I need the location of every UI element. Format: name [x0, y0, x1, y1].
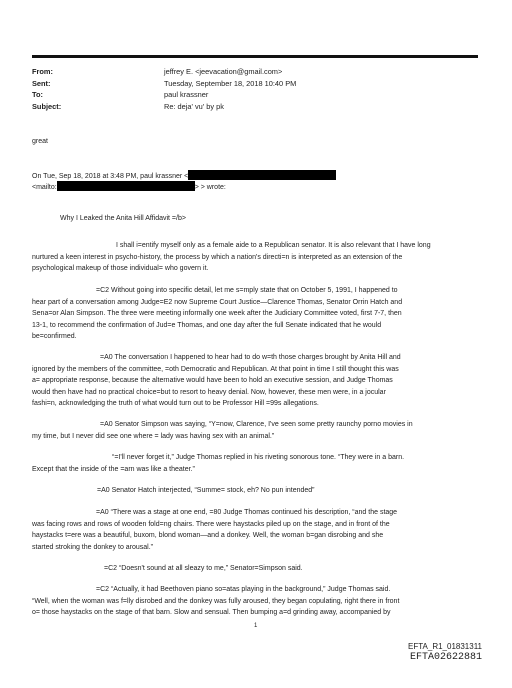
body-line: haystacks t=ere was a beautiful, buxom, blond woman—and a donkey. Well, the woman b=gan disrobing and she — [32, 532, 384, 539]
quote-line-1-text: On Tue, Sep 18, 2018 at 3:48 PM, paul krassner < — [32, 173, 189, 180]
subject-label: Subject: — [32, 101, 62, 111]
body-line: =A0 “There was a stage at one end, =80 Judge Thomas continued his description, “and the stage — [96, 509, 398, 516]
quote-line-2-start: <mailto: — [32, 184, 57, 191]
body-line: started stroking the donkey to arousal.” — [32, 543, 154, 551]
body-line: “Well, when the woman was f=lly disrobed and the donkey was fully aroused, they began copulating, right there in front — [32, 597, 400, 605]
body-line: =A0 The conversation I happened to hear had to do w=th those charges brought by Anita Hill and — [100, 354, 401, 361]
body-line: =A0 Senator Hatch interjected, “Summe= stock, eh? No pun intended” — [97, 487, 315, 494]
from-label: From: — [32, 67, 53, 76]
body-line: “=I'll never forget it,” Judge Thomas replied in his riveting sonorous tone. “They were in a barn. — [112, 454, 405, 461]
subject-value: Re: deja' vu' by pk — [164, 101, 224, 111]
body-line: 13-1, to recommend the confirmation of Jud=e Thomas, and one day after the full Senate indicated that he would — [32, 321, 382, 329]
body-line: ignored by the members of the committee, =oth Democratic and Republican. At that point in time I still thought this was — [32, 365, 399, 373]
doc-id-secondary: EFTA02622881 — [409, 652, 482, 663]
article-title: Why I Leaked the Anita Hill Affidavit =/b> — [60, 215, 186, 222]
header-rule — [32, 55, 478, 58]
quote-line-2 — [32, 181, 226, 193]
body-line: psychological makeup of those individual= who govern it. — [32, 265, 209, 272]
from-value: jeffrey E. <jeevacation@gmail.com> — [164, 67, 283, 76]
body-line: =C2 “Doesn't sound at all sleazy to me,” Senator=Simpson said. — [104, 565, 303, 572]
body-line: I shall i=entify myself only as a female aide to a Republican senator. It is also relevant that I have long — [116, 242, 431, 249]
doc-id-primary: EFTA_R1_01831311 — [408, 642, 482, 651]
body-line: would then have had no practical choice=but to resort to heavy denial. Now, however, these men were, in a jocular — [32, 388, 386, 396]
body-line: =A0 Senator Simpson was saying, “Y=now, Clarence, I've seen some pretty raunchy porno movies in — [100, 421, 413, 428]
body-line: =C2 “Actually, it had Beethoven piano so=atas playing in the background,” Judge Thomas said. — [96, 586, 391, 593]
body-line: fashi=n, acknowledging the truth of what would turn out to be Professor Hill =99s allegations. — [32, 400, 319, 407]
body-line: nurtured a keen interest in psycho-history, the process by which a nation's directi=n is interpreted as an extension of the — [32, 253, 403, 261]
redaction-bar — [188, 170, 336, 180]
sent-label: Sent: — [32, 78, 51, 88]
sent-value: Tuesday, September 18, 2018 10:40 PM — [164, 78, 297, 88]
body-line: Sena=or Alan Simpson. The three were meeting informally one week after the Judiciary Committee voted, first 7-7, then — [32, 310, 402, 317]
email-header — [32, 66, 296, 112]
quote-line-2-end: > > wrote: — [194, 184, 226, 191]
to-value: paul krassner — [164, 90, 209, 99]
page-number: 1 — [254, 623, 258, 629]
body-line: be=confirmed. — [32, 333, 77, 340]
subject-row — [32, 101, 296, 113]
body-line: o= those haystacks on the stage of that barn. Slow and sensual. Then bumping a=d grinding away, accompanied by — [32, 609, 391, 616]
to-label: To: — [32, 90, 43, 99]
to-row — [32, 89, 296, 101]
body-line: a= appropriate response, because the alternative would have been to hold an executive session, and Judge Thomas — [32, 377, 393, 384]
body-line: my time, but I never did see one where = lady was having sex with an animal.” — [32, 432, 275, 440]
redaction-bar — [57, 181, 195, 191]
from-row — [32, 66, 296, 78]
body-line: was facing rows and rows of wooden fold=ng chairs. There were haystacks piled up on the stage, and in front of the — [32, 520, 390, 528]
body-line: =C2 Without going into specific detail, let me s=mply state that on October 5, 1991, I happened to — [96, 287, 398, 294]
reply-text: great — [32, 138, 48, 145]
body-line: Except that the inside of the =arn was like a theater.” — [32, 465, 195, 473]
body-line: hear part of a conversation among Judge=E2 now Supreme Court Justice—Clarence Thomas, Senator Orrin Hatch and — [32, 298, 403, 306]
sent-row — [32, 78, 296, 90]
document-ids — [408, 641, 482, 664]
